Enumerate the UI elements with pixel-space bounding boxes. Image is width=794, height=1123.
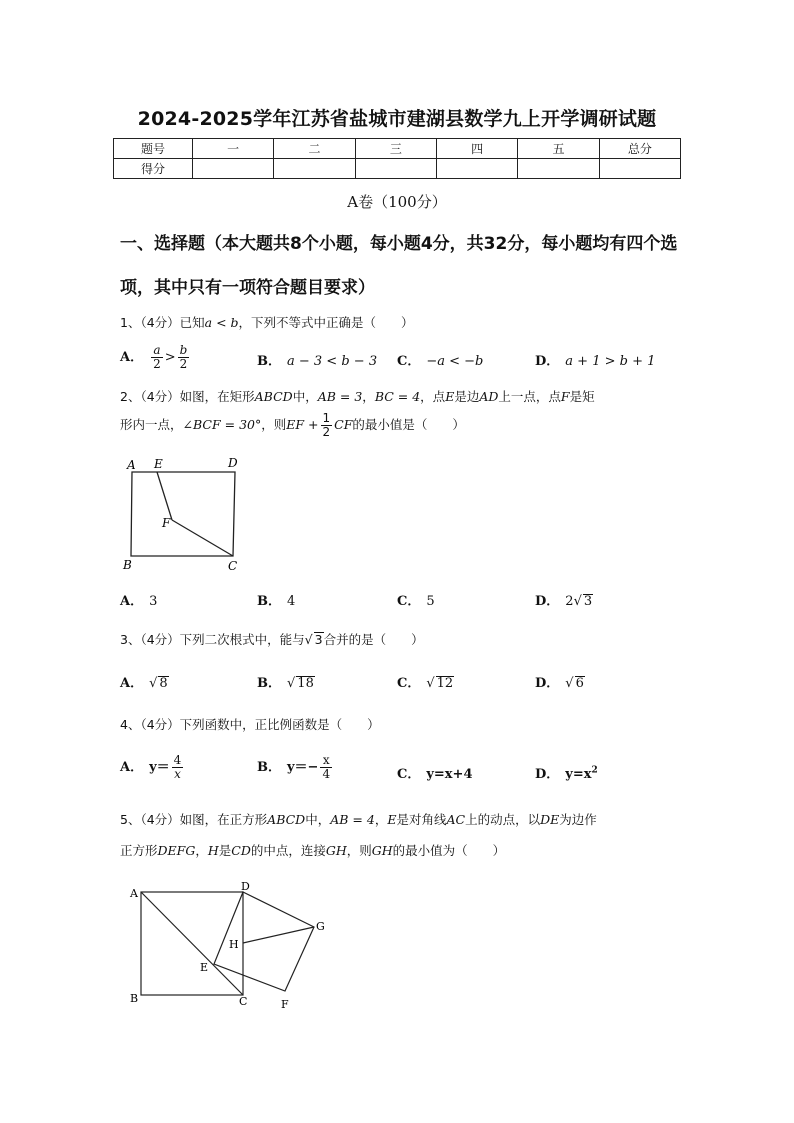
question-2-stem-line1: 2、（4分）如图，在矩形ABCD中，AB = 3，BC = 4，点E是边AD上一点，点F是矩: [120, 389, 595, 404]
table-cell: 四: [436, 139, 517, 159]
option-d[interactable]: D． 2√ 3: [535, 594, 593, 609]
score-input-cell[interactable]: [436, 159, 517, 179]
segment-fc: [172, 520, 233, 556]
table-cell: 得分: [114, 159, 193, 179]
score-input-cell[interactable]: [599, 159, 680, 179]
option-d[interactable]: D． $y=x^2$: [535, 765, 598, 782]
score-table-score-row: [114, 159, 681, 179]
section-a-heading: A卷（100分）: [347, 193, 447, 211]
option-b[interactable]: B． 4: [257, 594, 296, 609]
label-d: D: [228, 456, 238, 470]
option-b[interactable]: B． √ 18: [257, 676, 314, 691]
label-f: F: [281, 998, 289, 1011]
label-b: B: [123, 558, 132, 572]
question-5-stem-line2: 正方形DEFG，H是CD的中点，连接GH，则GH的最小值为（ ）: [120, 843, 506, 858]
label-a: A: [127, 458, 136, 472]
label-d: D: [241, 880, 250, 893]
exam-title: 2024-2025学年江苏省盐城市建湖县数学九上开学调研试题: [137, 108, 657, 130]
question-5-figure: [125, 878, 335, 1018]
table-cell: 题号: [114, 139, 193, 159]
table-cell: 五: [518, 139, 599, 159]
diagonal-ac: [141, 892, 243, 995]
score-input-cell[interactable]: [355, 159, 436, 179]
label-c: C: [239, 995, 248, 1008]
label-c: C: [228, 559, 238, 573]
question-5-stem-line1: 5、（4分）如图，在正方形ABCD中，AB = 4，E是对角线AC上的动点，以DE为边作: [120, 812, 597, 827]
label-f: F: [162, 516, 171, 530]
segment-ef: [157, 472, 172, 520]
part1-title: 一、选择题（本大题共8个小题，每小题4分，共32分，每小题均有四个选项，其中只有一项符合题目要求）: [120, 234, 678, 298]
option-c[interactable]: C． −a < −b: [397, 354, 484, 369]
option-a[interactable]: A． $\frac{a}{2}$ > $\frac{b}{2}$: [120, 343, 188, 371]
option-a[interactable]: A． y＝ $\frac{4}{x}$: [120, 753, 182, 781]
option-a[interactable]: A． √ 8: [120, 676, 168, 691]
label-e: E: [154, 457, 163, 471]
question-4-stem: 4、（4分）下列函数中，正比例函数是（ ）: [120, 717, 380, 732]
question-3-stem: 3、（4分）下列二次根式中，能与√ 3合并的是（ ）: [120, 632, 424, 647]
label-g: G: [316, 920, 325, 933]
question-2-stem-line2: 形内一点，∠BCF = 30°，则EF + $\frac{1}{2}$ CF的最小值是（ ）: [120, 411, 465, 439]
score-input-cell[interactable]: [193, 159, 274, 179]
score-input-cell[interactable]: [518, 159, 599, 179]
segment-gh: [243, 927, 314, 943]
option-b[interactable]: B． a − 3 < b − 3: [257, 354, 378, 369]
label-b: B: [130, 992, 139, 1005]
label-a: A: [130, 887, 138, 900]
option-c[interactable]: C． √ 12: [397, 676, 454, 691]
option-d[interactable]: D． a + 1 > b + 1: [535, 354, 656, 369]
option-b[interactable]: B． y＝− $\frac{x}{4}$: [257, 753, 331, 781]
label-e: E: [200, 961, 209, 974]
rectangle-abcd: [131, 472, 235, 556]
score-table: [113, 138, 681, 179]
question-1-stem: 1、（4分）已知a < b，下列不等式中正确是（ ）: [120, 315, 414, 330]
question-2-figure: [115, 452, 255, 580]
score-input-cell[interactable]: [274, 159, 355, 179]
option-d[interactable]: D． √ 6: [535, 676, 584, 691]
table-cell: 总分: [599, 139, 680, 159]
option-c[interactable]: C． y=x+4: [397, 767, 473, 782]
table-cell: 二: [274, 139, 355, 159]
option-a[interactable]: A． 3: [120, 594, 158, 609]
score-table-header-row: [114, 139, 681, 159]
table-cell: 三: [355, 139, 436, 159]
label-h: H: [229, 938, 239, 951]
option-c[interactable]: C． 5: [397, 594, 435, 609]
table-cell: 一: [193, 139, 274, 159]
